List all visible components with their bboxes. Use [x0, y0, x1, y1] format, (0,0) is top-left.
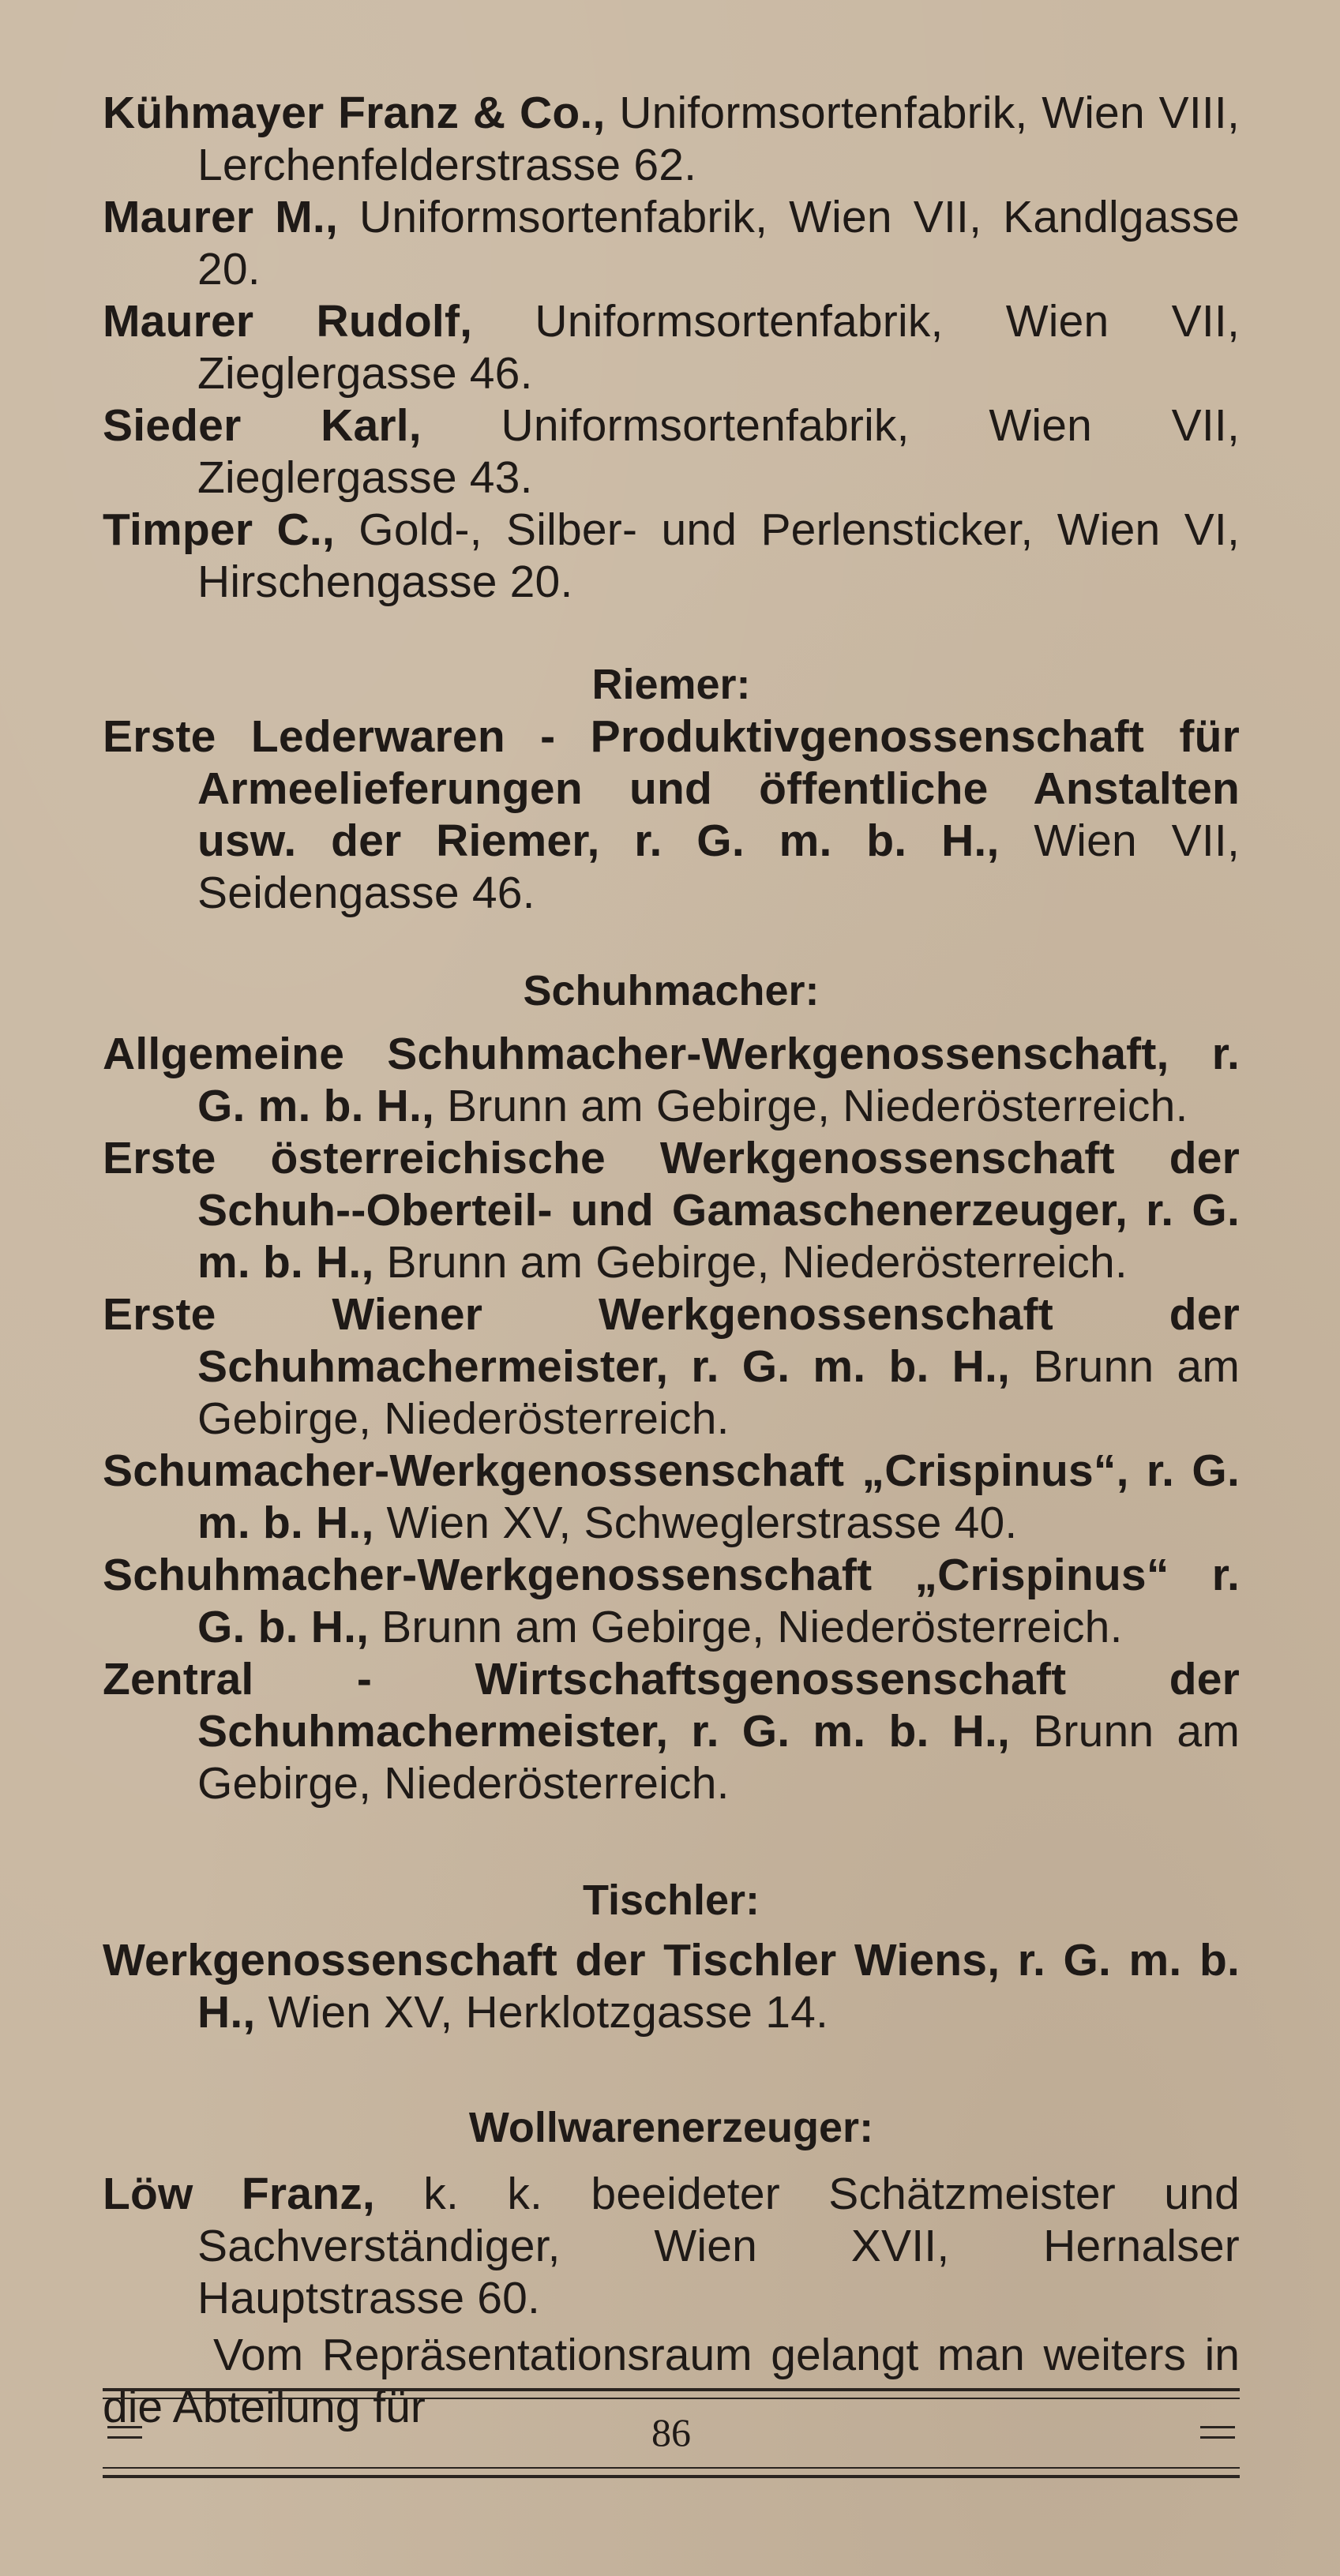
- firm-name: Timper C.,: [103, 504, 335, 555]
- list-item: [103, 1288, 1240, 1445]
- page-number: 86: [651, 2410, 691, 2454]
- section-heading-riemer: Riemer:: [591, 661, 751, 708]
- list-item: [103, 711, 1240, 919]
- list-item: [103, 2168, 1240, 2324]
- firm-name: Löw Franz,: [103, 2169, 375, 2219]
- page-footer: [103, 2388, 1240, 2478]
- firm-name: Allgemeine Schuhmacher-Werkgenossenschaft, r. G. m. b. H.,: [103, 1029, 1240, 1131]
- firm-address: Wien VII, Seidengasse 46.: [197, 816, 1240, 918]
- firm-name: Erste österreichische Werkgenossenschaft der Schuh--Oberteil- und Gamaschenerzeuger, r. G. m. b. H.,: [103, 1133, 1240, 1288]
- firm-address: Gold-, Silber- und Perlensticker, Wien VI, Hirschengasse 20.: [197, 504, 1240, 607]
- firm-address: Brunn am Gebirge, Niederösterreich.: [197, 1706, 1240, 1809]
- firm-name: Schuhmacher-Werkgenossenschaft „Crispinus“ r. G. b. H.,: [103, 1550, 1240, 1652]
- firm-name: Kühmayer Franz & Co.,: [103, 88, 606, 138]
- footer-rule-top: [103, 2388, 1240, 2391]
- firm-address: Brunn am Gebirge, Niederösterreich.: [369, 1602, 1123, 1652]
- footer-rule-bottom-inner: [103, 2467, 1240, 2469]
- firm-address: k. k. beeideter Schätzmeister und Sachverständiger, Wien XVII, Hernalser Hauptstrasse 60.: [197, 2169, 1240, 2323]
- list-item: [103, 87, 1240, 191]
- list-item: [103, 1653, 1240, 1809]
- list-item: [103, 504, 1240, 608]
- section-heading-schuhmacher: Schuhmacher:: [523, 967, 820, 1014]
- closing-paragraph: Vom Repräsentationsraum gelangt man weiters in die Abteilung für: [103, 2330, 1240, 2432]
- list-item: [103, 1445, 1240, 1549]
- page-body: [103, 87, 1240, 2433]
- list-item: [103, 399, 1240, 504]
- firm-address: Wien XV, Herklotzgasse 14.: [255, 1987, 829, 2038]
- firm-address: Wien XV, Schweglerstrasse 40.: [373, 1498, 1018, 1548]
- list-item: [103, 295, 1240, 399]
- firm-address: Brunn am Gebirge, Niederösterreich.: [373, 1237, 1128, 1288]
- list-item: [103, 1549, 1240, 1653]
- list-item: [103, 1934, 1240, 2038]
- firm-name: Maurer Rudolf,: [103, 296, 473, 347]
- list-item: [103, 191, 1240, 295]
- firm-name: Maurer M.,: [103, 192, 339, 242]
- list-item: [103, 1132, 1240, 1288]
- firm-name: Erste Wiener Werkgenossenschaft der Schuhmachermeister, r. G. m. b. H.,: [103, 1289, 1240, 1392]
- firm-address: Brunn am Gebirge, Niederösterreich.: [197, 1341, 1240, 1444]
- firm-address: Uniformsortenfabrik, Wien VIII, Lerchenfelderstrasse 62.: [197, 88, 1240, 190]
- footer-row: [103, 2399, 1240, 2467]
- firm-name: Schumacher-Werkgenossenschaft „Crispinus“, r. G. m. b. H.,: [103, 1445, 1240, 1548]
- firm-address: Uniformsortenfabrik, Wien VII, Kandlgasse 20.: [197, 192, 1240, 294]
- firm-name: Sieder Karl,: [103, 400, 422, 451]
- firm-address: Brunn am Gebirge, Niederösterreich.: [434, 1081, 1188, 1131]
- firm-address: Uniformsortenfabrik, Wien VII, Zieglergasse 43.: [197, 400, 1240, 503]
- section-heading-wollwarenerzeuger: Wollwarenerzeuger:: [468, 2104, 874, 2151]
- firm-name: Erste Lederwaren - Produktivgenossenschaft für Armeelieferungen und öffentliche Anstalten usw. der Riemer, r. G. m. b. H.,: [103, 711, 1240, 866]
- footer-rule-bottom: [103, 2475, 1240, 2478]
- firm-name: Zentral - Wirtschaftsgenossenschaft der Schuhmachermeister, r. G. m. b. H.,: [103, 1654, 1240, 1757]
- list-item: [103, 1028, 1240, 1132]
- double-dash-right-icon: [1200, 2426, 1235, 2447]
- section-heading-tischler: Tischler:: [582, 1877, 760, 1924]
- firm-address: Uniformsortenfabrik, Wien VII, Zieglergasse 46.: [197, 296, 1240, 399]
- firm-name: Werkgenossenschaft der Tischler Wiens, r. G. m. b. H.,: [103, 1935, 1240, 2038]
